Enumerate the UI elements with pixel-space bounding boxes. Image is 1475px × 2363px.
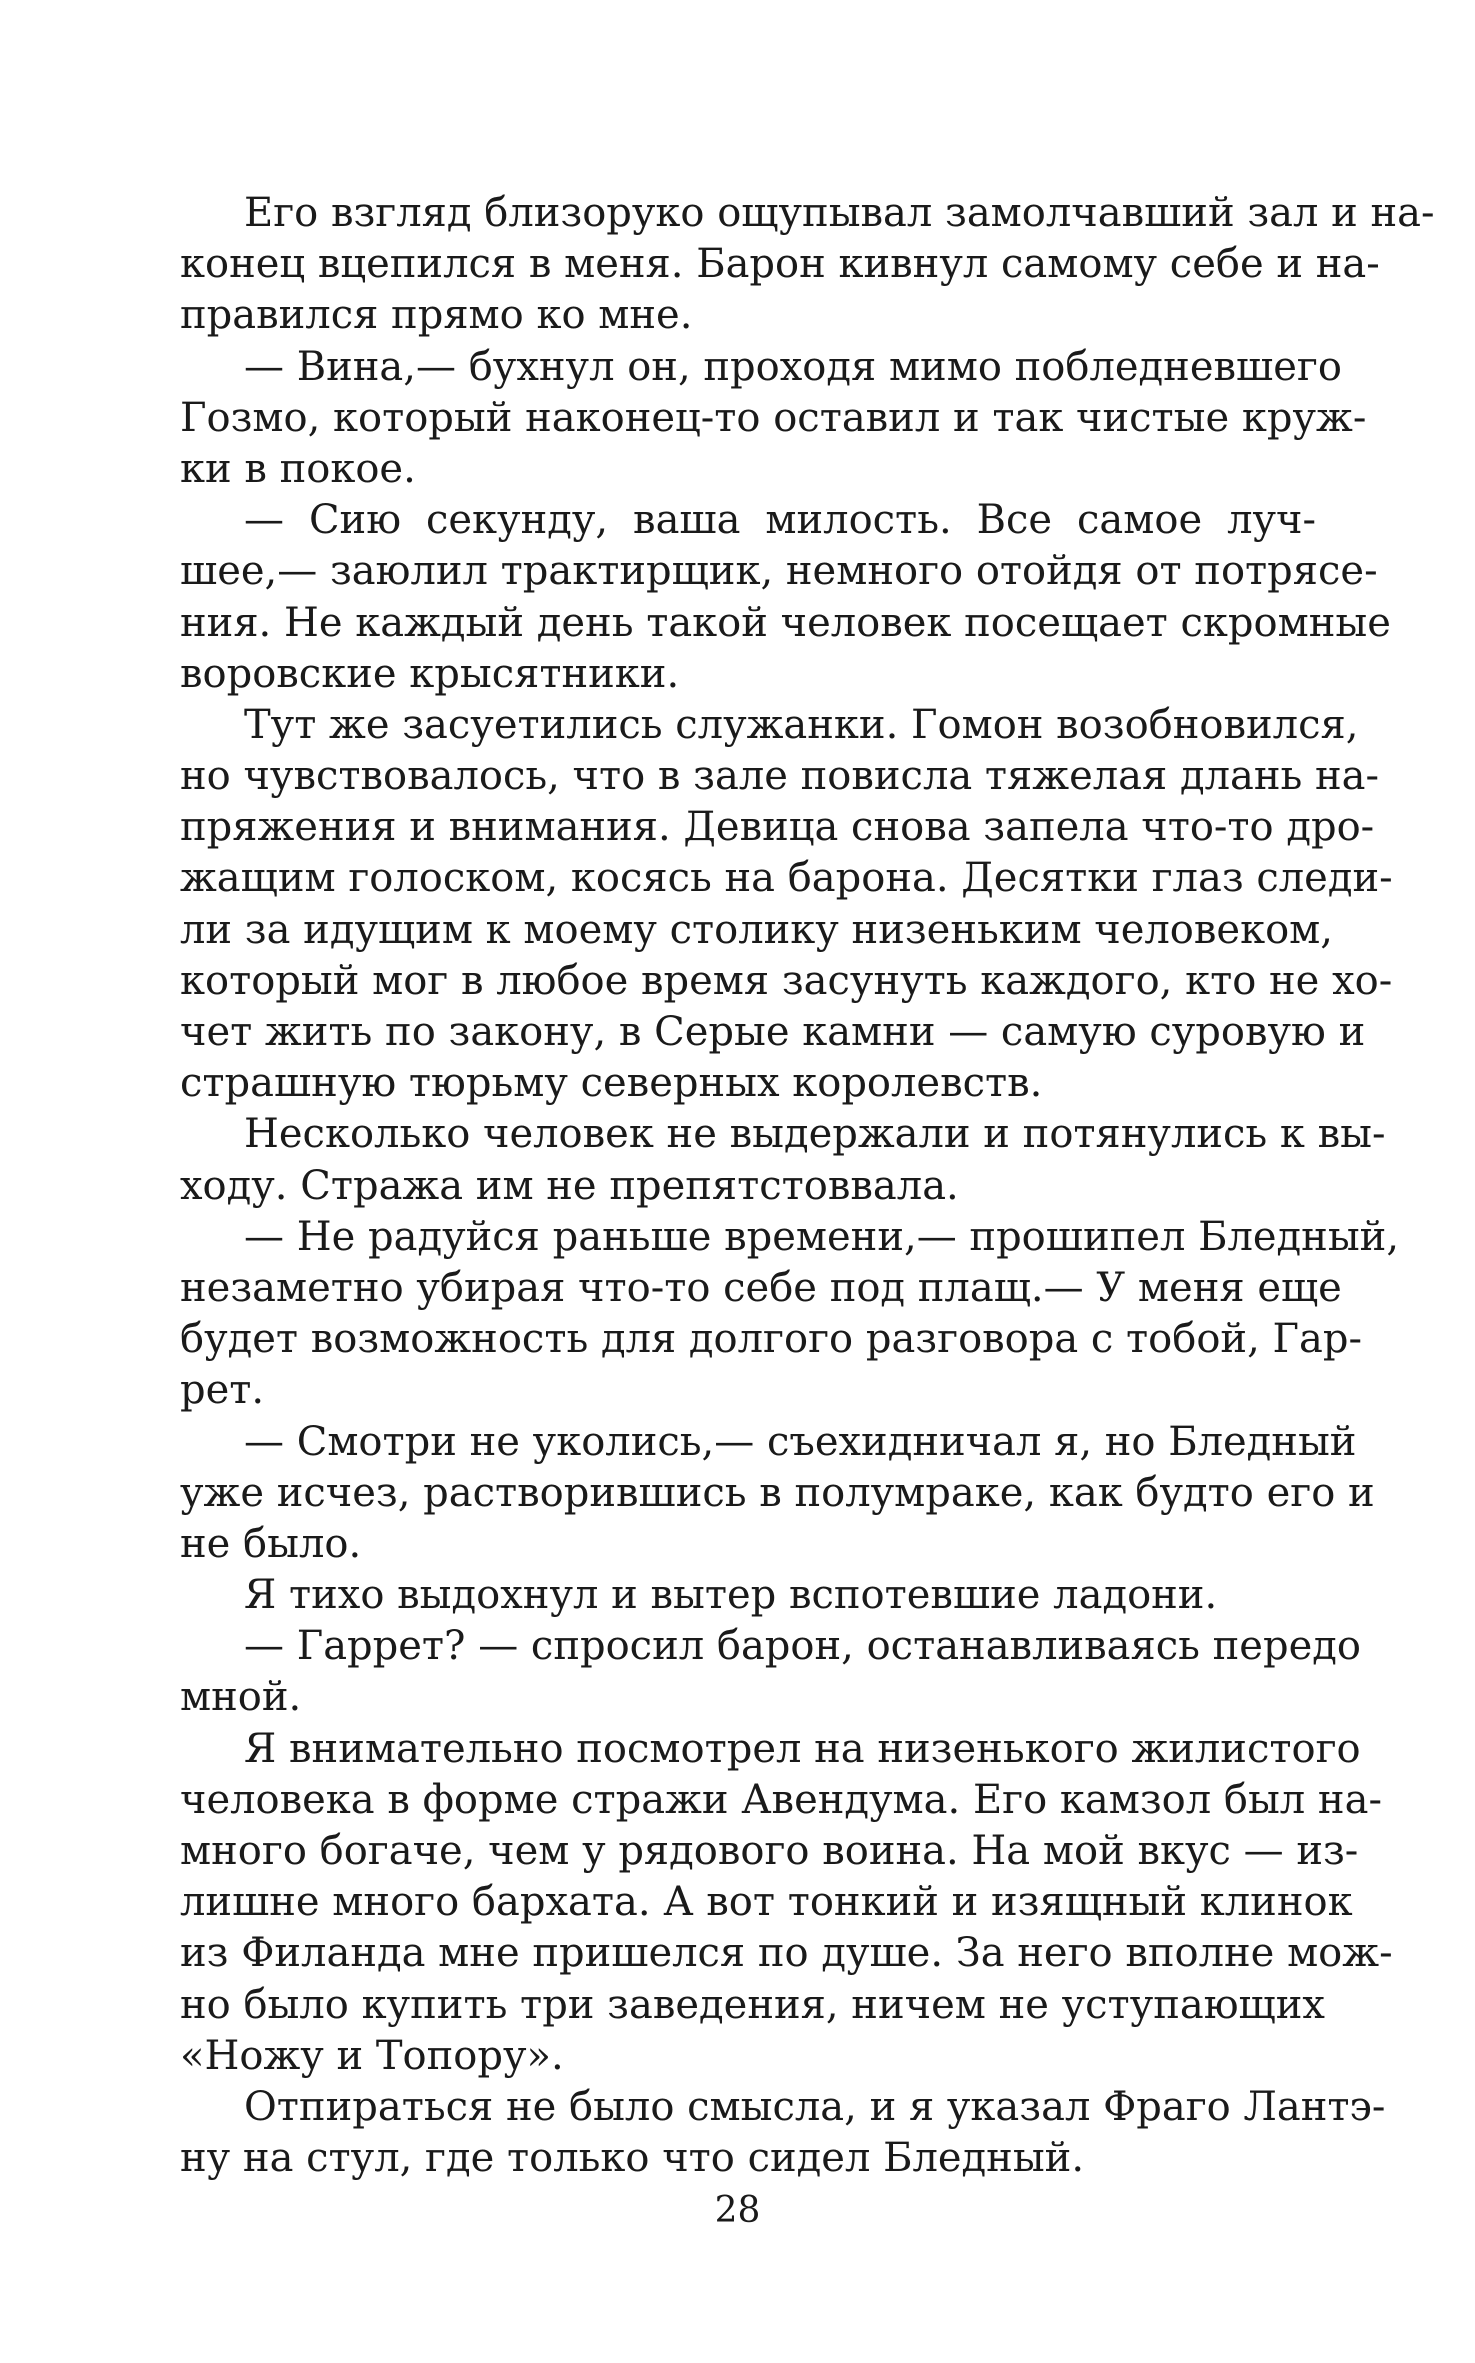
text-line: рет. xyxy=(180,1367,265,1414)
text-line: жащим голоском, косясь на барона. Десятки глаз следи- xyxy=(180,855,1393,902)
paragraph xyxy=(180,1621,1361,1723)
text-line: конец вцепился в меня. Барон кивнул самому себе и на- xyxy=(180,241,1380,288)
paragraph xyxy=(180,495,1391,700)
text-line: Несколько человек не выдержали и потянулись к вы- xyxy=(244,1111,1386,1158)
text-line: — Сию секунду, ваша милость. Все самое луч- xyxy=(244,497,1316,544)
paragraph xyxy=(180,342,1367,496)
text-line: будет возможность для долгого разговора с тобой, Гар- xyxy=(180,1316,1362,1363)
text-line: Гозмо, который наконец-то оставил и так чистые круж- xyxy=(180,394,1367,441)
text-line: пряжения и внимания. Девица снова запела что-то дро- xyxy=(180,804,1375,851)
text-line: Я тихо выдохнул и вытер вспотевшие ладони. xyxy=(244,1572,1218,1619)
paragraph xyxy=(180,188,1435,342)
text-line: из Филанда мне пришелся по душе. За него вполне мож- xyxy=(180,1930,1393,1977)
text-line: ки в покое. xyxy=(180,445,416,492)
text-line: уже исчез, растворившись в полумраке, как будто его и xyxy=(180,1469,1375,1516)
paragraph xyxy=(180,1570,1316,1621)
page-text xyxy=(180,188,1435,2184)
text-line: мной. xyxy=(180,1674,302,1721)
text-line: — Смотри не уколись,— съехидничал я, но Бледный xyxy=(244,1418,1357,1465)
text-line: Я внимательно посмотрел на низенького жилистого xyxy=(244,1725,1361,1772)
text-line: Тут же засуетились служанки. Гомон возобновился, xyxy=(244,701,1359,748)
text-line: который мог в любое время засунуть каждого, кто не хо- xyxy=(180,957,1393,1004)
text-line: шее,— заюлил трактирщик, немного отойдя от потрясе- xyxy=(180,548,1378,595)
page-number: 28 xyxy=(714,2190,761,2231)
text-line: ли за идущим к моему столику низеньким человеком, xyxy=(180,906,1333,953)
text-line: Его взгляд близоруко ощупывал замолчавший зал и на- xyxy=(244,190,1435,236)
paragraph xyxy=(180,2082,1386,2184)
text-line: — Не радуйся раньше времени,— прошипел Бледный, xyxy=(244,1213,1400,1260)
paragraph xyxy=(180,1724,1393,2082)
text-line: человека в форме стражи Авендума. Его камзол был на- xyxy=(180,1776,1382,1823)
text-line: страшную тюрьму северных королевств. xyxy=(180,1060,1043,1107)
text-line: лишне много бархата. А вот тонкий и изящный клинок xyxy=(180,1879,1353,1926)
text-line: ходу. Стража им не препятстоввала. xyxy=(180,1162,959,1209)
text-line: незаметно убирая что-то себе под плащ.— У меня еще xyxy=(180,1264,1342,1311)
text-line: но было купить три заведения, ничем не уступающих xyxy=(180,1981,1325,2028)
paragraph xyxy=(180,1212,1400,1417)
text-line: Отпираться не было смысла, и я указал Фраго Лантэ- xyxy=(244,2083,1386,2130)
text-line: но чувствовалось, что в зале повисла тяжелая длань на- xyxy=(180,753,1380,800)
text-line: — Гаррет? — спросил барон, останавливаясь передо xyxy=(244,1623,1361,1670)
text-line: чет жить по закону, в Серые камни — самую суровую и xyxy=(180,1009,1366,1055)
text-line: ния. Не каждый день такой человек посещает скромные xyxy=(180,599,1391,646)
text-line: «Ножу и Топору». xyxy=(180,2032,564,2079)
text-line: много богаче, чем у рядового воина. На мой вкус — из- xyxy=(180,1828,1359,1874)
text-line: воровские крысятники. xyxy=(180,650,680,697)
text-line: — Вина,— бухнул он, проходя мимо побледневшего xyxy=(244,343,1342,390)
text-line: правился прямо ко мне. xyxy=(180,292,693,339)
paragraph xyxy=(180,700,1393,1110)
paragraph xyxy=(180,1417,1375,1571)
paragraph xyxy=(180,1109,1386,1211)
text-line: ну на стул, где только что сидел Бледный. xyxy=(180,2135,1085,2182)
text-line: не было. xyxy=(180,1520,362,1567)
